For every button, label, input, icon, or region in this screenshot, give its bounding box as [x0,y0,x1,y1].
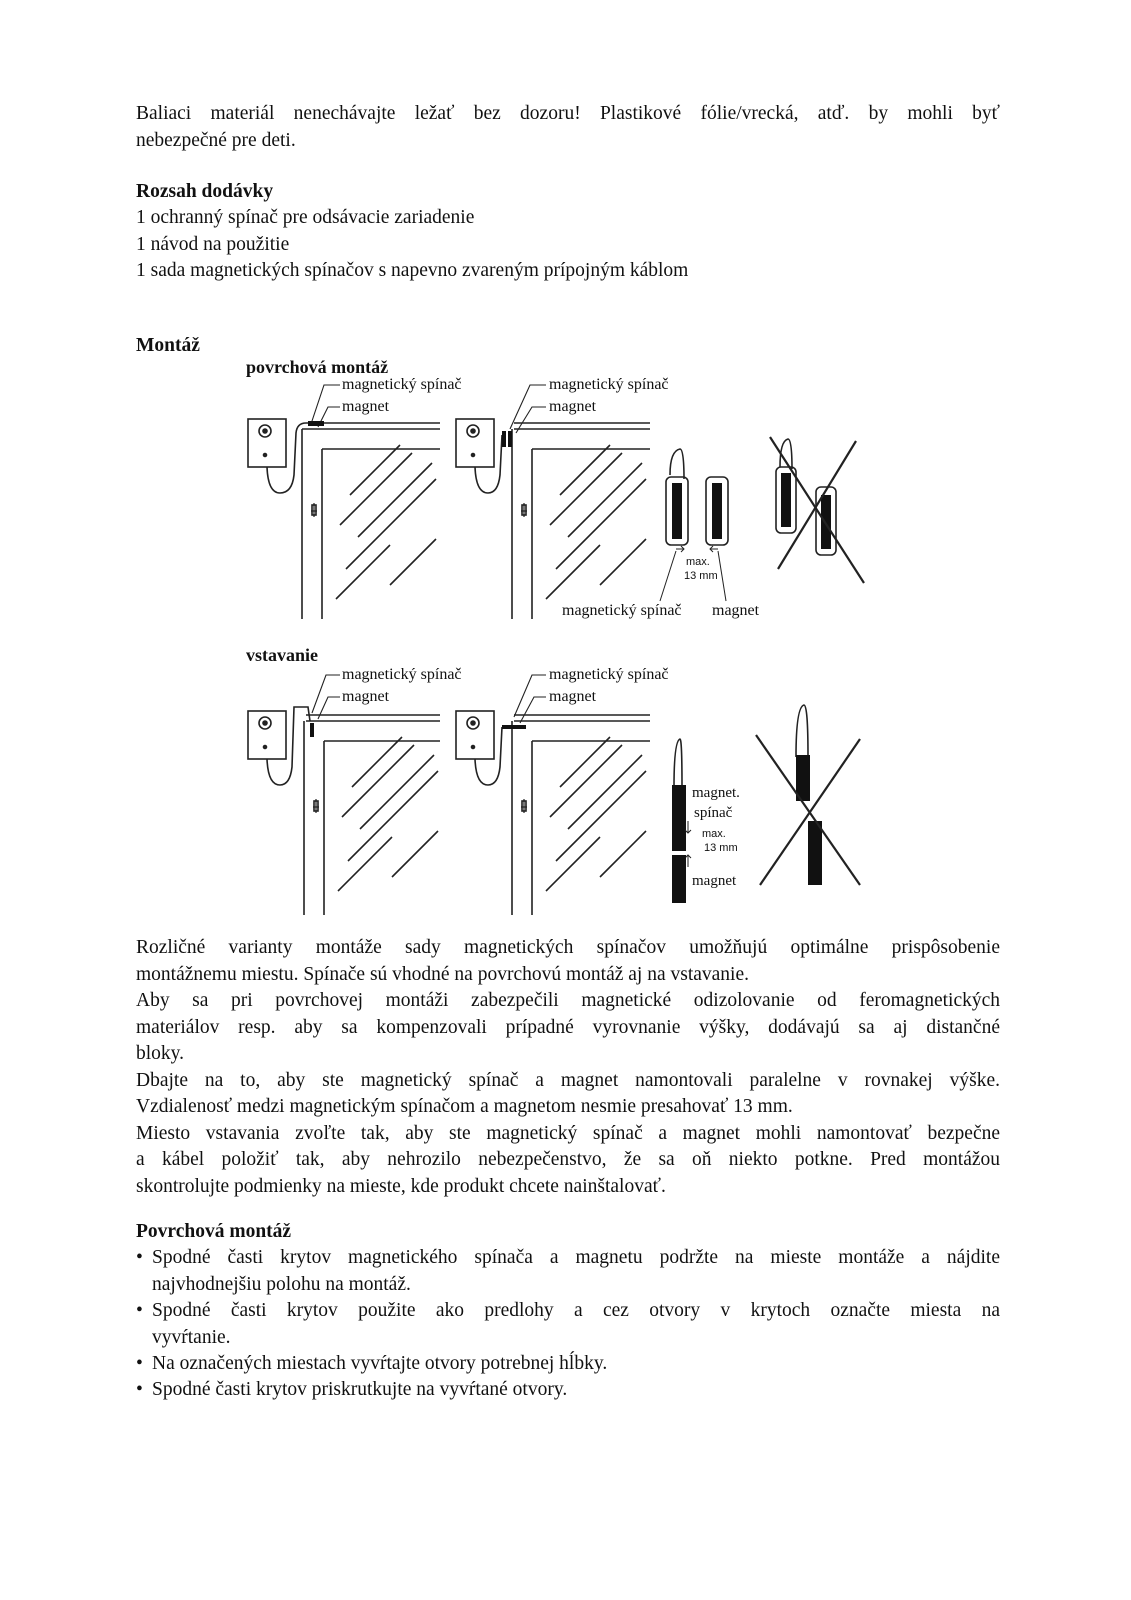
magnet-label: magnet [549,398,597,415]
bullet-item [136,1351,1000,1378]
bottom-magnet-label: magnet [712,602,760,619]
magnet-label: magnet [549,688,597,705]
body-line: Miesto vstavania zvoľte tak, aby ste magnetický spínač a magnet mohli namontovať bezpečne [136,1122,1000,1144]
switch-label: magnetický spínač [342,666,462,683]
embed-switch-label-1: magnet. [692,785,740,801]
switch-label: magnetický spínač [549,666,669,683]
max-label: max. [702,828,726,840]
bullet-text: Spodné časti krytov použite ako predlohy a cez otvory v krytoch označte miesta na [152,1300,1000,1321]
correct-embed-diagram [672,739,740,903]
window-diagram [248,707,440,915]
intro-paragraph [136,101,1000,154]
incorrect-mounting-diagram [770,437,864,583]
bullet-item [136,1377,1000,1404]
window-diagram [248,419,440,619]
body-line: Vzdialenosť medzi magnetickým spínačom a magnetom nesmie presahovať 13 mm. [136,1096,793,1117]
bullet-text: Na označených miestach vyvŕtajte otvory potrebnej hĺbky. [152,1353,608,1374]
bullet-item [136,1245,1000,1298]
delivery-list [136,205,1000,285]
body-line: montážnemu miestu. Spínače sú vhodné na povrchovú montáž aj na vstavanie. [136,963,750,985]
body-line: Aby sa pri povrchovej montáži zabezpečili magnetické odizolovanie od feromagnetických [136,990,1000,1011]
body-line: skontrolujte podmienky na mieste, kde produkt chcete nainštalovať. [136,1175,666,1197]
intro-line-1: Baliaci materiál nenechávajte ležať bez dozoru! Plastikové fólie/vrecká, atď. by mohli byť [136,103,1000,124]
body-line: materiálov resp. aby sa kompenzovali prípadné vyrovnanie výšky, dodávajú sa aj distančné [136,1016,1000,1038]
bullet-text: Spodné časti krytov priskrutkujte na vyvŕtané otvory. [152,1379,568,1400]
intro-line-2: nebezpečné pre deti. [136,129,296,151]
bullet-marker: • [136,1300,143,1321]
window-diagram [456,419,650,619]
body-paragraph [136,935,1000,1200]
max-label: max. [686,556,710,568]
body-line: a kábel položiť tak, aby nehrozilo nebezpečenstvo, že sa oň niekto potkne. Pred montážou [136,1149,1000,1170]
bottom-switch-label: magnetický spínač [562,602,682,619]
surface-title: povrchová montáž [246,357,389,377]
body-line: bloky. [136,1043,185,1064]
window-diagram [456,711,650,915]
delivery-item: 1 ochranný spínač pre odsávacie zariadenie [136,207,475,228]
mounting-diagram [240,355,890,930]
bullet-marker: • [136,1379,143,1400]
delivery-item: 1 návod na použitie [136,233,290,255]
delivery-item: 1 sada magnetických spínačov s napevno zvareným prípojným káblom [136,260,689,281]
distance-label: 13 mm [704,842,738,854]
magnet-label: magnet [342,688,390,705]
surface-heading: Povrchová montáž [136,1221,292,1242]
bullet-text: Spodné časti krytov magnetického spínača a magnetu podržte na mieste montáže a nájdite [152,1247,1000,1268]
switch-label: magnetický spínač [549,376,669,393]
bullet-text: vyvŕtanie. [152,1326,231,1348]
embed-magnet-label: magnet [692,873,737,889]
body-line: Rozličné varianty montáže sady magnetických spínačov umožňujú optimálne prispôsobenie [136,937,1000,958]
bullet-marker: • [136,1247,143,1268]
bullet-marker: • [136,1353,143,1374]
embed-title: vstavanie [246,645,318,665]
bullet-item [136,1298,1000,1351]
bullet-text: najvhodnejšiu polohu na montáž. [152,1273,411,1295]
body-line: Dbajte na to, aby ste magnetický spínač a magnet namontovali paralelne v rovnakej výške. [136,1069,1000,1091]
incorrect-embed-diagram [756,705,860,885]
delivery-heading: Rozsah dodávky [136,181,274,202]
switch-label: magnetický spínač [342,376,462,393]
embed-switch-label-2: spínač [694,805,733,821]
magnet-label: magnet [342,398,390,415]
montaz-heading: Montáž [136,335,200,356]
distance-label: 13 mm [684,570,718,582]
